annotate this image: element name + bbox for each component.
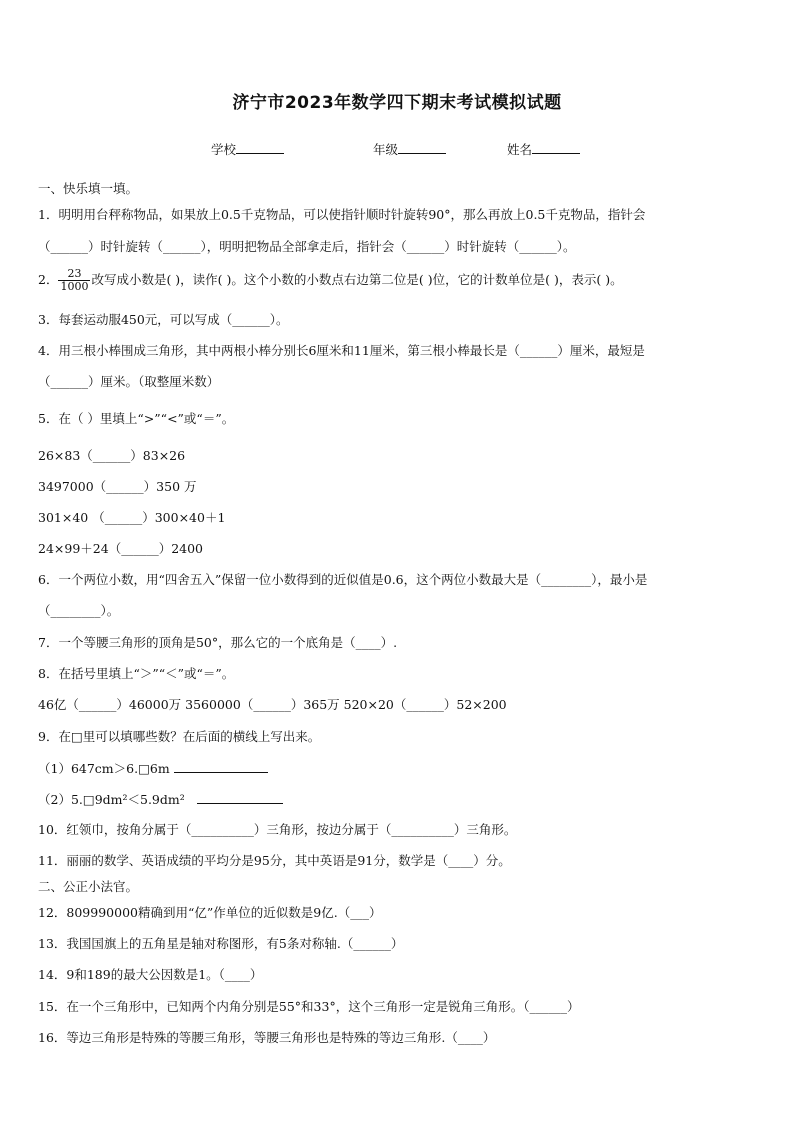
question-5: 5．在（ ）里填上“>”“<”或“＝”。: [38, 411, 235, 426]
question-5-item-1: 26×83（______）83×26: [38, 448, 186, 463]
question-2: [38, 268, 623, 293]
question-8-items: 46亿（______）46000万 3560000（______）365万 520×20（______）52×200: [38, 697, 507, 712]
question-14: 14．9和189的最大公因数是1。（____）: [38, 967, 263, 982]
question-2-number: 2．: [38, 272, 59, 287]
exam-title: 济宁市2023年数学四下期末考试模拟试题: [232, 93, 562, 113]
grade-blank: [398, 141, 446, 154]
question-6-line-1: 6．一个两位小数，用“四舍五入”保留一位小数得到的近似值是0.6，这个两位小数最大是（________），最小是: [38, 572, 648, 587]
question-15: 15．在一个三角形中，已知两个内角分别是55°和33°，这个三角形一定是锐角三角形。（______）: [38, 999, 580, 1014]
question-1-line-1: 1．明明用台秤称物品，如果放上0.5千克物品，可以使指针顺时针旋转90°，那么再放上0.5千克物品，指针会: [38, 207, 646, 222]
question-9-part-2-text: （2）5.□9dm²＜5.9dm²: [38, 792, 185, 807]
question-9-part-1: [38, 760, 268, 777]
fraction: [58, 268, 90, 293]
school-label: 学校: [211, 142, 237, 157]
name-label: 姓名: [507, 142, 533, 157]
question-8: 8．在括号里填上“＞”“＜”或“＝”。: [38, 666, 235, 681]
answer-line-2: [197, 791, 283, 804]
question-4-line-1: 4．用三根小棒围成三角形，其中两根小棒分别长6厘米和11厘米，第三根小棒最长是（______）厘米，最短是: [38, 343, 645, 358]
fraction-numerator: 23: [58, 268, 90, 281]
question-1-line-2: （______）时针旋转（______），明明把物品全部拿走后，指针会（______）时针旋转（______）。: [38, 239, 576, 254]
question-5-item-2: 3497000（______）350 万: [38, 479, 197, 494]
question-12: 12．809990000精确到用“亿”作单位的近似数是9亿.（___）: [38, 905, 382, 920]
question-5-item-3: 301×40 （______）300×40＋1: [38, 510, 226, 525]
answer-line-1: [174, 760, 268, 773]
section-heading-1: 一、快乐填一填。: [38, 181, 139, 196]
school-blank: [236, 141, 284, 154]
question-3: 3．每套运动服450元，可以写成（______）。: [38, 312, 289, 327]
question-5-item-4: 24×99＋24（______）2400: [38, 541, 204, 556]
grade-field: [373, 140, 446, 158]
question-16: 16．等边三角形是特殊的等腰三角形，等腰三角形也是特殊的等边三角形.（____）: [38, 1030, 496, 1045]
question-9-part-2: [38, 791, 283, 808]
fraction-denominator: 1000: [60, 280, 89, 293]
school-field: [211, 140, 284, 158]
question-11: 11．丽丽的数学、英语成绩的平均分是95分，其中英语是91分，数学是（____）分。: [38, 853, 511, 868]
name-blank: [532, 141, 580, 154]
question-9-part-1-text: （1）647cm＞6.□6m: [38, 761, 170, 776]
question-6-line-2: （________）。: [38, 603, 120, 618]
name-field: [507, 140, 580, 158]
grade-label: 年级: [373, 142, 399, 157]
section-heading-2: 二、公正小法官。: [38, 879, 139, 894]
question-10: 10．红领巾，按角分属于（__________）三角形，按边分属于（__________）三角形。: [38, 822, 517, 837]
question-9: 9．在□里可以填哪些数？在后面的横线上写出来。: [38, 729, 321, 744]
question-13: 13．我国国旗上的五角星是轴对称图形，有5条对称轴.（______）: [38, 936, 404, 951]
question-7: 7．一个等腰三角形的顶角是50°，那么它的一个底角是（____）.: [38, 635, 398, 650]
question-2-text: 改写成小数是( )，读作( )。这个小数的小数点右边第二位是( )位，它的计数单位是( )，表示( )。: [91, 272, 623, 287]
question-4-line-2: （______）厘米。（取整厘米数）: [38, 374, 220, 389]
